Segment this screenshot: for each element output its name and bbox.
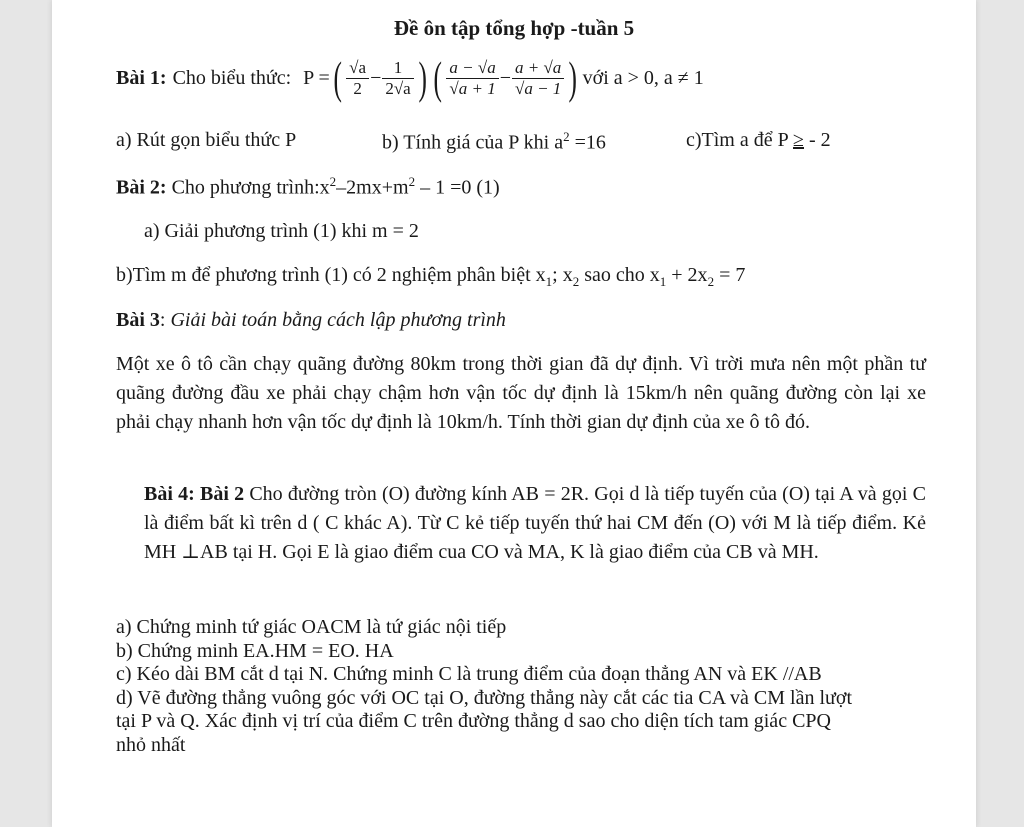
bai4-item: nhỏ nhất bbox=[116, 733, 186, 756]
fraction-4-numerator: a + √a bbox=[512, 58, 564, 79]
bai3-body bbox=[116, 350, 926, 437]
bai2-part-b-mid3: + 2x bbox=[666, 264, 708, 286]
fraction-4-denominator: √a − 1 bbox=[514, 78, 562, 98]
bai1-label: Bài 1: bbox=[116, 66, 167, 89]
bai1-part-b bbox=[382, 129, 606, 155]
bai1-part-b-text: b) Tính giá của P khi a bbox=[382, 131, 564, 154]
bai2-text-suffix: – 1 =0 (1) bbox=[415, 176, 500, 199]
bai2-sub3: 1 bbox=[659, 274, 667, 289]
bai2-sup1: 2 bbox=[329, 174, 337, 189]
bai2-sub2: 2 bbox=[572, 274, 580, 289]
fraction-2-denominator: 2√a bbox=[385, 78, 411, 98]
bai2-sup2: 2 bbox=[408, 174, 416, 189]
bai1-statement bbox=[116, 50, 704, 106]
fraction-4 bbox=[512, 58, 564, 99]
bai4-item: b) Chứng minh EA.HM = EO. HA bbox=[116, 639, 394, 662]
fraction-3 bbox=[446, 58, 498, 99]
bai2-label: Bài 2: bbox=[116, 176, 167, 199]
bai3-colon: : bbox=[159, 309, 171, 331]
bai2-part-b-mid: ; x bbox=[552, 264, 573, 286]
bai2-sub4: 2 bbox=[707, 274, 715, 289]
bai4-item: a) Chứng minh tứ giác OACM là tứ giác nội tiếp bbox=[116, 616, 507, 638]
bai2-part-b-text: b)Tìm m để phương trình (1) có 2 nghiệm phân biệt x bbox=[116, 264, 546, 286]
bai2-text-mid: –2mx+m bbox=[336, 176, 409, 199]
bai1-part-b-suffix: =16 bbox=[569, 131, 606, 154]
bai1-text: Cho biểu thức: bbox=[172, 66, 292, 89]
bai4-item: d) Vẽ đường thẳng vuông góc với OC tại O, đường thẳng này cắt các tia CA và CM lần lượt bbox=[116, 686, 852, 709]
bai4-body-text: Cho đường tròn (O) đường kính AB = 2R. Gọi d là tiếp tuyến của (O) tại A và gọi C là điểm bất kì trên d ( C khác A). Từ C kẻ tiếp tuyến thứ hai CM đến (O) với M là tiếp điểm. Kẻ MH ⊥AB tại H. Gọi E là giao điểm cua CO và MA, K là giao điểm của CB và MH. bbox=[144, 483, 927, 563]
bai1-formula bbox=[303, 52, 704, 103]
bai3-heading bbox=[116, 309, 506, 332]
bai1-part-c-symbol: ≥ bbox=[793, 129, 804, 151]
fraction-3-denominator: √a + 1 bbox=[449, 78, 496, 98]
bai4-statement bbox=[144, 480, 926, 567]
bai2-part-a: a) Giải phương trình (1) khi m = 2 bbox=[144, 220, 419, 242]
document-page bbox=[52, 0, 976, 827]
bai2-sub1: 1 bbox=[545, 274, 553, 289]
fraction-3-numerator: a − √a bbox=[446, 58, 498, 79]
bai3-body-text: Một xe ô tô cần chạy quãng đường 80km trong thời gian đã dự định. Vì trời mưa nên một phần tư quãng đường đầu xe phải chạy chậm hơn vận tốc dự định là 15km/h nên quãng đường còn lại xe phải chạy nhanh hơn vận tốc dự định là 10km/h. Tính thời gian dự định của xe ô tô đó. bbox=[116, 353, 926, 433]
bai2-text-prefix: Cho phương trình:x bbox=[166, 176, 330, 199]
close-paren-2: ) bbox=[568, 52, 578, 103]
bai2-part-b-suffix: = 7 bbox=[714, 264, 746, 286]
fraction-2 bbox=[382, 58, 413, 99]
fraction-2-numerator: 1 bbox=[382, 58, 413, 79]
bai3-subtitle: Giải bài toán bằng cách lập phương trình bbox=[170, 309, 506, 331]
bai2-part-b bbox=[116, 264, 745, 290]
formula-lhs: P = bbox=[303, 66, 330, 89]
bai1-part-c-text: c)Tìm a để P bbox=[686, 129, 794, 151]
bai3-label: Bài 3 bbox=[116, 309, 160, 331]
bai2-part-b-mid2: sao cho x bbox=[579, 264, 660, 286]
page-title: Đề ôn tập tổng hợp -tuần 5 bbox=[393, 16, 635, 40]
open-paren: ( bbox=[333, 52, 342, 103]
open-paren-2: ( bbox=[433, 52, 442, 103]
close-paren: ) bbox=[418, 52, 427, 103]
fraction-1-numerator: √a bbox=[346, 58, 369, 79]
bai4-label: Bài 4: Bài 2 bbox=[144, 483, 245, 505]
bai1-part-b-sup: 2 bbox=[563, 129, 570, 144]
bai1-part-c-suffix: - 2 bbox=[804, 129, 831, 151]
bai4-item: c) Kéo dài BM cắt d tại N. Chứng minh C là trung điểm của đoạn thẳng AN và EK //AB bbox=[116, 663, 822, 685]
bai2-statement bbox=[116, 174, 500, 200]
formula-condition: với a > 0, a ≠ 1 bbox=[582, 66, 704, 89]
minus-sign: − bbox=[370, 66, 382, 89]
bai1-part-a: a) Rút gọn biểu thức P bbox=[116, 129, 297, 151]
bai4-item: tại P và Q. Xác định vị trí của điểm C trên đường thẳng d sao cho diện tích tam giác CPQ bbox=[116, 710, 831, 732]
bai4-items bbox=[116, 616, 852, 757]
minus-sign-2: − bbox=[499, 66, 511, 89]
bai1-part-c bbox=[686, 129, 831, 152]
fraction-1 bbox=[346, 58, 369, 99]
fraction-1-denominator: 2 bbox=[353, 78, 362, 98]
